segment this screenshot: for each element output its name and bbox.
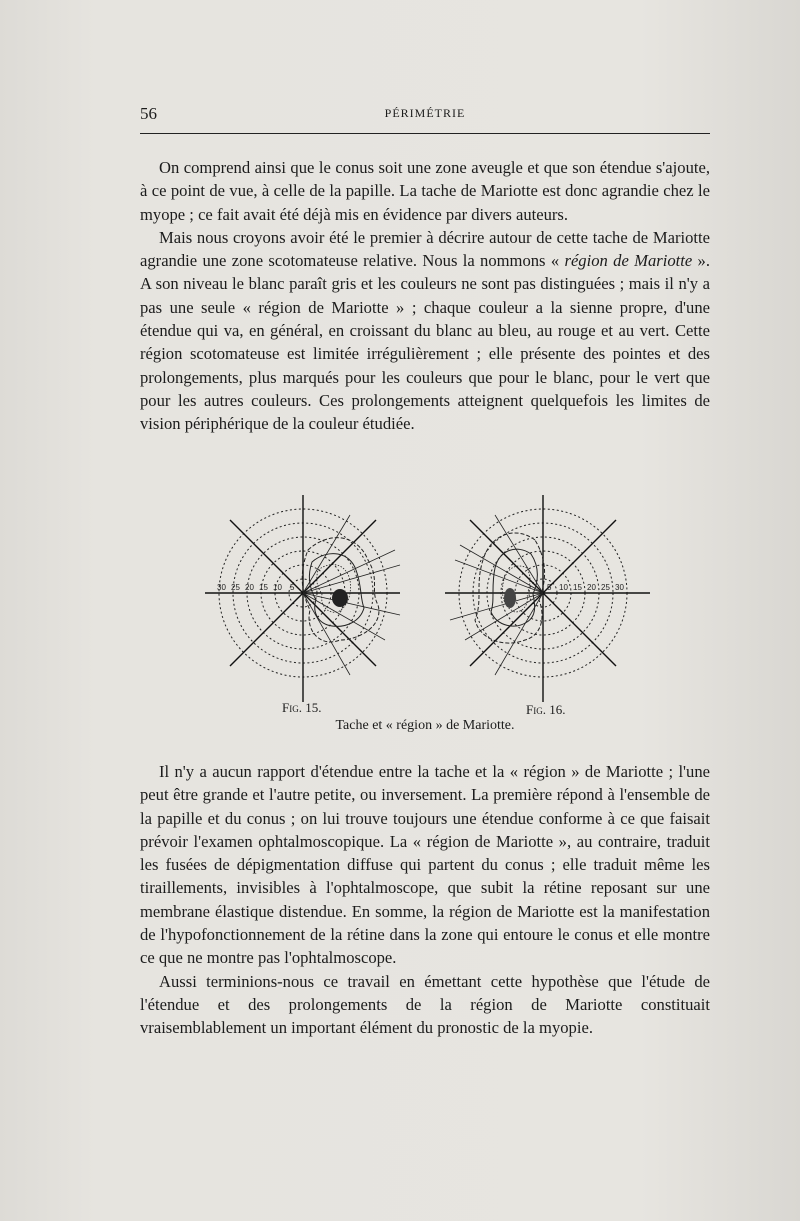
blind-spot: [332, 589, 348, 607]
scale-label: 20: [587, 583, 596, 592]
paragraph-4: Aussi terminions-nous ce travail en émettant cette hypothèse que l'étude de l'étendue et des prolongements de la région de Mariotte constituait vraisemblablement un important élément du pronostic de la myopie.: [140, 971, 710, 1038]
header-rule: [140, 133, 710, 134]
running-title: PÉRIMÉTRIE: [384, 106, 466, 120]
figures-block: [140, 490, 710, 740]
figure-caption: Tache et « région » de Mariotte.: [335, 718, 515, 733]
scale-label: 10: [559, 583, 568, 592]
page-number: 56: [140, 104, 157, 123]
scale-label: 25: [601, 583, 610, 592]
scale-label: 30: [217, 583, 226, 592]
paragraph-1: On comprend ainsi que le conus soit une zone aveugle et que son étendue s'ajoute, à ce point de vue, à celle de la papille. La tache de Mariotte est donc agrandie chez le myope ; ce fait avait été déjà mis en évidence par divers auteurs.: [140, 158, 710, 224]
blind-spot: [504, 588, 516, 608]
page-header: [140, 100, 710, 124]
perimetry-chart-fig-16: [435, 490, 725, 705]
scale-label: 15: [259, 583, 268, 592]
paragraph-2: [140, 226, 710, 436]
scale-label: 5: [547, 583, 552, 592]
scale-label: 30: [615, 583, 624, 592]
fig-16-label: Fig. 16.: [526, 702, 566, 717]
bottom-text: [140, 760, 710, 1040]
region-de-mariotte-term: région de Mariotte: [564, 251, 693, 271]
scale-label: 15: [573, 583, 582, 592]
paragraph-2-start: Mais nous croyons avoir été le premier à décrire autour de cette tache de Mariotte agrandie une zone scotomateuse relative. Nous la nommons «: [140, 227, 710, 271]
scale-label: 10: [273, 583, 282, 592]
scale-label: 5: [290, 583, 295, 592]
paragraph-2-end: ». A son niveau le blanc paraît gris et les couleurs ne sont pas distinguées ; mais il n'y a pas une seule « région de Mariotte » ; chaque couleur a la sienne propre, d'une étendue qui va, en général, en croissant du blanc au bleu, au rouge et au vert. Cette région scotomateuse est limitée irrégulièrement ; elle présente des pointes et des prolongements, plus marqués pour les couleurs que pour le blanc, pour le vert que pour les autres couleurs. Ces prolongements atteignent quelquefois les limites de vision périphérique de la couleur étudiée.: [140, 251, 710, 434]
paragraph-3: Il n'y a aucun rapport d'étendue entre la tache et la « région » de Mariotte ; l'une peut être grande et l'autre petite, ou inversement. La première répond à l'ensemble de la papille et du conus ; on lui trouve toujours une étendue conforme à ce que faisait prévoir l'examen ophtalmoscopique. La « région de Mariotte », au contraire, traduit les fusées de dépigmentation diffuse qui partent du conus ; elle traduit même les tiraillements, invisibles à l'ophtalmoscope, que subit la rétine reposant sur une membrane élastique distendue. En somme, la région de Mariotte est la manifestation de l'hypofonctionnement de la rétine dans la zone qui entoure le conus et elle montre ce que ne montre pas l'ophtalmoscope.: [140, 762, 710, 968]
fig-15-label: Fig. 15.: [282, 700, 322, 715]
top-text: [140, 156, 710, 436]
scale-label: 25: [231, 583, 240, 592]
scale-label: 20: [245, 583, 254, 592]
